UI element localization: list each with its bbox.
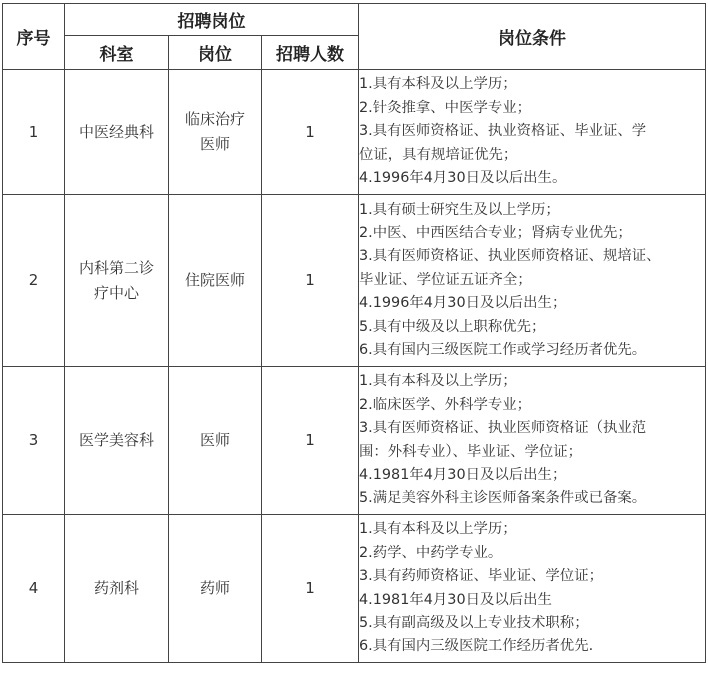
row-dept-line: 药剂科 <box>93 579 139 597</box>
row-conditions <box>359 367 706 515</box>
condition-line: 毕业证、学位证五证齐全； <box>359 271 532 288</box>
row-dept-line: 医学美容科 <box>78 431 154 449</box>
condition-line: 4.1981年4月30日及以后出生； <box>359 466 567 483</box>
table-row <box>3 367 706 515</box>
row-seq: 4 <box>3 515 65 663</box>
row-dept-line: 中医经典科 <box>78 122 154 141</box>
row-post-line: 药师 <box>199 579 230 597</box>
row-seq: 3 <box>3 367 65 515</box>
table-row <box>3 195 706 367</box>
condition-line: 2.中医、中西医结合专业；肾病专业优先； <box>359 224 632 241</box>
condition-line: 5.满足美容外科主诊医师备案条件或已备案。 <box>359 490 647 507</box>
row-post-line: 医师 <box>199 431 230 449</box>
condition-line: 4.1981年4月30日及以后出生 <box>359 591 552 608</box>
table-body <box>3 70 706 663</box>
condition-line: 1.具有本科及以上学历； <box>359 373 517 390</box>
condition-line: 1.具有本科及以上学历； <box>359 521 517 538</box>
condition-line: 2.药学、中药学专业。 <box>359 544 503 561</box>
condition-line: 3.具有医师资格证、执业资格证、毕业证、学 <box>359 123 647 140</box>
row-post <box>169 367 262 515</box>
row-conditions <box>359 195 706 367</box>
header-post: 岗位 <box>169 36 262 70</box>
row-count: 1 <box>262 70 359 195</box>
recruitment-table <box>2 3 706 663</box>
table-row <box>3 70 706 195</box>
row-post <box>169 195 262 367</box>
row-count: 1 <box>262 367 359 515</box>
condition-line: 5.具有中级及以上职称优先； <box>359 318 546 335</box>
row-conditions <box>359 70 706 195</box>
row-seq: 1 <box>3 70 65 195</box>
header-seq: 序号 <box>3 4 65 70</box>
row-count: 1 <box>262 515 359 663</box>
condition-line: 2.临床医学、外科学专业； <box>359 396 532 413</box>
row-dept <box>65 195 169 367</box>
header-conditions: 岗位条件 <box>359 4 706 70</box>
row-post <box>169 70 262 195</box>
condition-line: 1.具有硕士研究生及以上学历； <box>359 201 560 218</box>
row-dept <box>65 515 169 663</box>
row-post-line: 临床治疗 <box>184 110 245 128</box>
condition-line: 3.具有医师资格证、执业医师资格证、规培证、 <box>359 248 661 265</box>
row-dept <box>65 70 169 195</box>
condition-line: 6.具有国内三级医院工作经历者优先. <box>359 638 594 655</box>
header-dept: 科室 <box>65 36 169 70</box>
condition-line: 4.1996年4月30日及以后出生。 <box>359 170 567 187</box>
header-position-group: 招聘岗位 <box>65 4 359 36</box>
row-dept <box>65 367 169 515</box>
row-post-line: 住院医师 <box>184 271 245 289</box>
row-post-line: 医师 <box>199 135 230 153</box>
condition-line: 3.具有医师资格证、执业医师资格证（执业范 <box>359 420 647 437</box>
row-dept-line: 内科第二诊 <box>78 258 154 277</box>
condition-line: 2.针灸推拿、中医学专业； <box>359 99 532 116</box>
condition-line: 1.具有本科及以上学历； <box>359 76 517 93</box>
header-row-1 <box>3 4 706 36</box>
row-post <box>169 515 262 663</box>
table-row <box>3 515 706 663</box>
condition-line: 围：外科专业）、毕业证、学位证； <box>359 443 583 460</box>
condition-line: 3.具有药师资格证、毕业证、学位证； <box>359 568 603 585</box>
row-conditions <box>359 515 706 663</box>
row-dept-line: 疗中心 <box>93 283 139 302</box>
row-count: 1 <box>262 195 359 367</box>
row-seq: 2 <box>3 195 65 367</box>
condition-line: 4.1996年4月30日及以后出生； <box>359 295 567 312</box>
condition-line: 6.具有国内三级医院工作或学习经历者优先。 <box>359 342 647 359</box>
condition-line: 5.具有副高级及以上专业技术职称； <box>359 614 589 631</box>
condition-line: 位证，具有规培证优先； <box>359 146 518 163</box>
header-count: 招聘人数 <box>262 36 359 70</box>
